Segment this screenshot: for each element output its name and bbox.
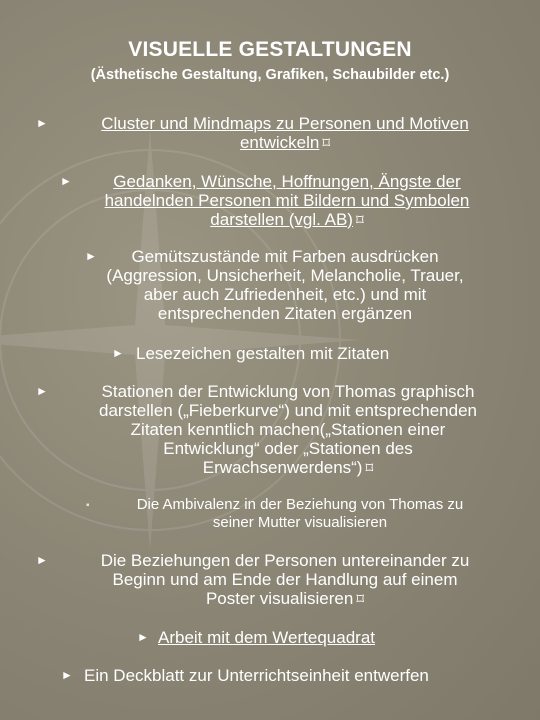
list-item-gemuetszustaende <box>60 247 510 323</box>
item-line: Erwachsenwerdens“) <box>202 458 363 477</box>
item-line: Zitaten kenntlich machen(„Stationen einer <box>130 420 446 439</box>
bullet-icon: ► <box>61 668 73 682</box>
bullet-icon: ► <box>137 630 149 644</box>
list-item-lesezeichen <box>136 344 436 363</box>
list-item-deckblatt <box>84 666 524 685</box>
item-line: (Aggression, Unsicherheit, Melancholie, Trauer, <box>106 266 464 285</box>
link-mark-icon: ⌑ <box>355 212 364 229</box>
page-subtitle: (Ästhetische Gestaltung, Grafiken, Schaubilder etc.) <box>90 67 450 83</box>
item-line: Lesezeichen gestalten mit Zitaten <box>136 344 390 363</box>
item-line: Stationen der Entwicklung von Thomas graphisch <box>101 382 475 401</box>
item-line: handelnden Personen mit Bildern und Symbolen <box>104 191 470 210</box>
item-line: seiner Mutter visualisieren <box>212 514 388 531</box>
item-line: Beginn und am Ende der Handlung auf einem <box>112 570 458 589</box>
item-line: Die Beziehungen der Personen untereinander zu <box>100 551 470 570</box>
link-mark-icon: ⌑ <box>365 460 374 477</box>
list-item-beziehungen <box>60 551 510 609</box>
bullet-icon: ► <box>112 346 124 360</box>
item-line: Gemütszustände mit Farben ausdrücken <box>131 247 439 266</box>
page-title: VISUELLE GESTALTUNGEN <box>128 38 412 61</box>
list-item-gedanken[interactable] <box>62 172 512 230</box>
bullet-icon: ► <box>85 249 97 263</box>
item-line: aber auch Zufriedenheit, etc.) und mit <box>143 285 427 304</box>
list-item-ambivalenz <box>90 496 510 532</box>
link-wertequadrat[interactable] <box>158 628 458 647</box>
item-line: darstellen (vgl. AB) <box>210 210 353 229</box>
item-line: Ein Deckblatt zur Unterrichtseinheit entwerfen <box>84 666 429 685</box>
bullet-icon: ► <box>36 384 48 398</box>
item-line: Poster visualisieren <box>205 589 354 608</box>
link-mark-icon: ⌑ <box>356 591 365 608</box>
item-line: darstellen („Fieberkurve“) und mit entsprechenden <box>99 401 477 420</box>
item-line: entsprechenden Zitaten ergänzen <box>157 304 413 323</box>
bullet-icon: ► <box>36 116 48 130</box>
square-bullet-icon: ▪ <box>86 500 90 511</box>
list-item-mindmaps[interactable] <box>60 114 510 153</box>
item-line: Gedanken, Wünsche, Hoffnungen, Ängste der <box>113 172 461 191</box>
item-line: Arbeit mit dem Wertequadrat <box>158 628 375 647</box>
item-line: Cluster und Mindmaps zu Personen und Motiven <box>101 114 469 133</box>
link-mark-icon: ⌑ <box>322 135 331 152</box>
item-line: entwickeln <box>239 133 320 152</box>
item-line: Die Ambivalenz in der Beziehung von Thomas zu <box>136 496 464 513</box>
bullet-icon: ► <box>36 553 48 567</box>
item-line: Entwicklung“ oder „Stationen des <box>163 439 413 458</box>
bullet-icon: ► <box>60 174 72 188</box>
list-item-stationen <box>58 382 518 478</box>
